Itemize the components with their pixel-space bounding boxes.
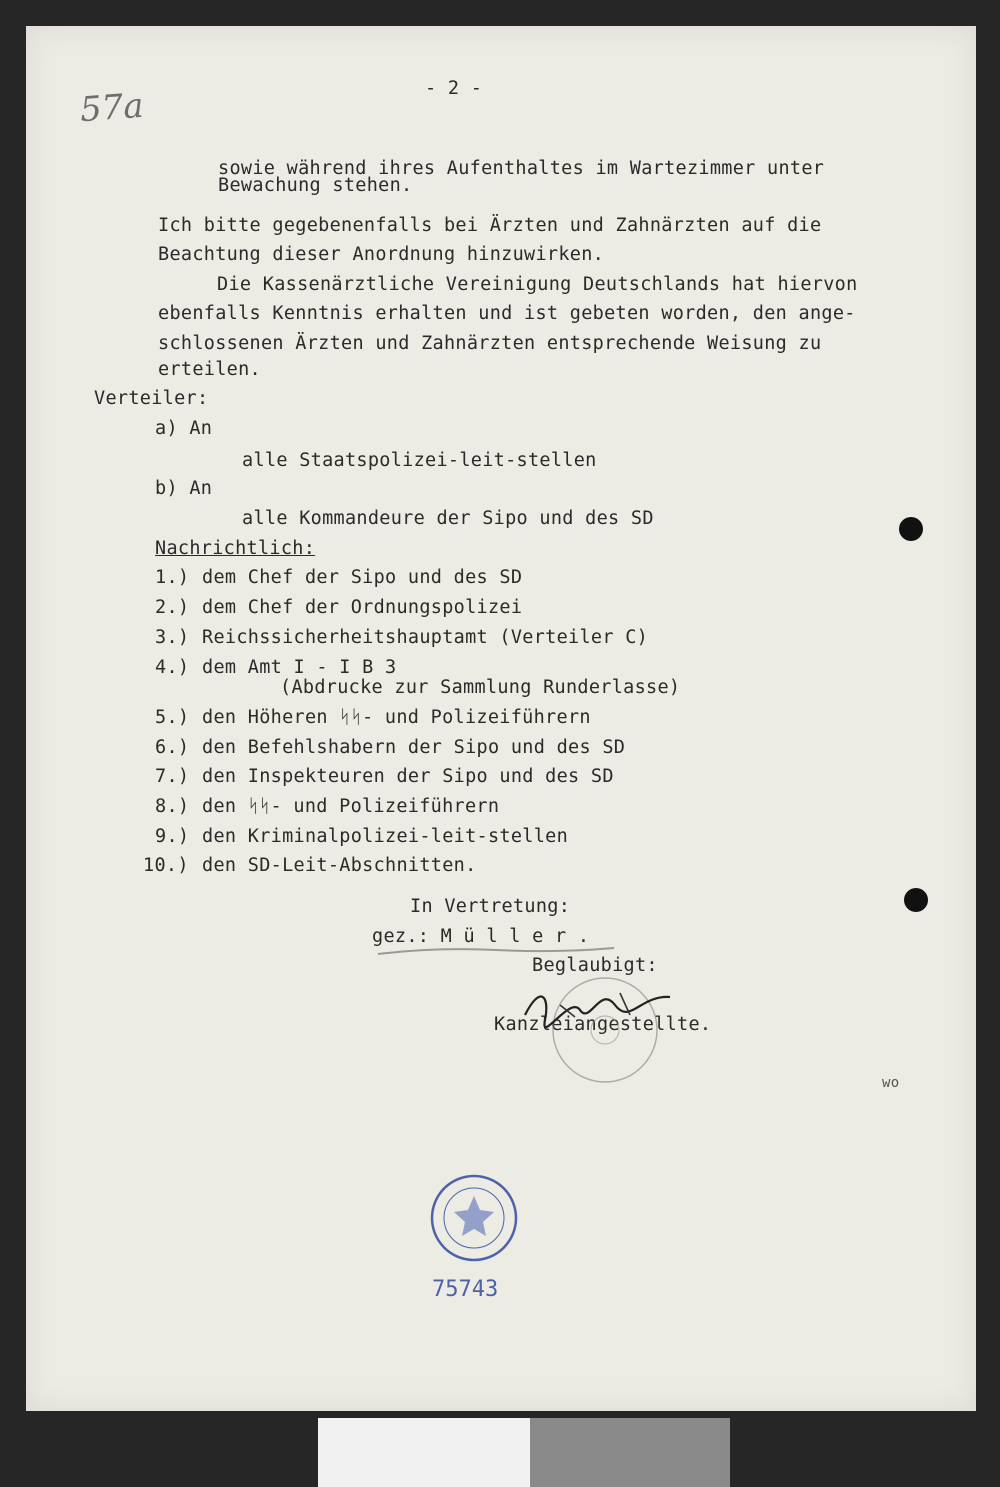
official-stamp-icon <box>520 975 680 1085</box>
notification-item-num: 2.) <box>155 597 190 618</box>
notification-item-num: 5.) <box>155 707 190 728</box>
calibration-strip-gray <box>530 1418 730 1487</box>
notification-item-text: den Kriminalpolizei-leit-stellen <box>202 826 569 847</box>
distribution-a-label: a) An <box>155 418 213 439</box>
notification-item4-note: (Abdrucke zur Sammlung Runderlasse) <box>280 677 681 698</box>
notification-item-num: 8.) <box>155 796 190 817</box>
paragraph2-line1: Ich bitte gegebenenfalls bei Ärzten und Zahnärzten auf die <box>158 215 822 236</box>
distribution-b-text: alle Kommandeure der Sipo und des SD <box>242 508 654 529</box>
page-number: - 2 - <box>425 78 483 99</box>
notification-item-num: 6.) <box>155 737 190 758</box>
notification-item-text: dem Chef der Ordnungspolizei <box>202 597 523 618</box>
notification-heading: Nachrichtlich: <box>155 538 316 559</box>
notification-item-text: den ᛋᛋ- und Polizeiführern <box>202 796 500 817</box>
paragraph3-line2: ebenfalls Kenntnis erhalten und ist gebeten worden, den ange- <box>158 303 856 324</box>
archive-number: 75743 <box>432 1277 499 1302</box>
distribution-b-label: b) An <box>155 478 213 499</box>
representation-text: In Vertretung: <box>410 896 571 917</box>
notification-item-num: 1.) <box>155 567 190 588</box>
notification-item-num: 7.) <box>155 766 190 787</box>
distribution-a-text: alle Staatspolizei-leit-stellen <box>242 450 597 471</box>
archive-stamp-icon <box>428 1172 520 1264</box>
notification-item-text: dem Chef der Sipo und des SD <box>202 567 523 588</box>
role-text: Kanzleiangestellte. <box>494 1014 712 1035</box>
notification-item-text: den Inspekteuren der Sipo und des SD <box>202 766 614 787</box>
handwritten-reference: 57a <box>78 85 145 131</box>
distribution-heading: Verteiler: <box>94 388 209 409</box>
paragraph3-line4: erteilen. <box>158 359 261 380</box>
punch-hole-lower <box>904 888 928 912</box>
notification-item-num: 10.) <box>143 855 189 876</box>
paragraph1-line2: Bewachung stehen. <box>218 175 413 196</box>
paragraph3-line3: schlossenen Ärzten und Zahnärzten entsprechende Weisung zu <box>158 333 822 354</box>
calibration-strip-white <box>318 1418 530 1487</box>
notification-item-text: den Höheren ᛋᛋ- und Polizeiführern <box>202 707 591 728</box>
notification-item-text: den Befehlshabern der Sipo und des SD <box>202 737 626 758</box>
signed-name: gez.: M ü l l e r . <box>372 926 590 947</box>
notification-item-text: dem Amt I - I B 3 <box>202 657 397 678</box>
notification-item-num: 9.) <box>155 826 190 847</box>
paragraph2-line2: Beachtung dieser Anordnung hinzuwirken. <box>158 244 605 265</box>
paragraph3-line1: Die Kassenärztliche Vereinigung Deutschlands hat hiervon <box>217 274 858 295</box>
paragraph1-line1: sowie während ihres Aufenthaltes im Wartezimmer unter <box>218 158 825 179</box>
certified-label: Beglaubigt: <box>532 955 658 976</box>
notification-item-text: den SD-Leit-Abschnitten. <box>202 855 477 876</box>
punch-hole-upper <box>899 517 923 541</box>
notification-item-num: 4.) <box>155 657 190 678</box>
typist-initials: wo <box>882 1075 900 1091</box>
notification-item-num: 3.) <box>155 627 190 648</box>
notification-item-text: Reichssicherheitshauptamt (Verteiler C) <box>202 627 649 648</box>
